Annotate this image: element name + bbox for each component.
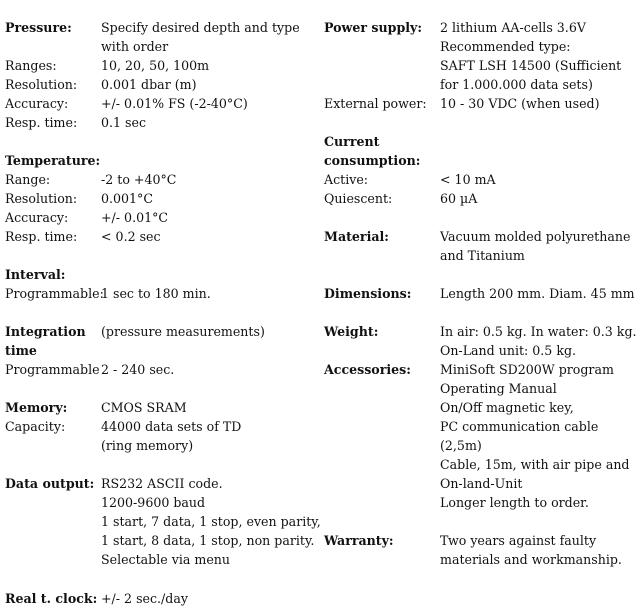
spec-value: 44000 data sets of TD xyxy=(101,419,242,434)
integration-header-row xyxy=(5,322,265,341)
spec-row xyxy=(324,189,477,208)
spec-value: 0.001 dbar (m) xyxy=(101,77,197,92)
spec-value: Selectable via menu xyxy=(101,552,230,567)
spec-value: RS232 ASCII code. xyxy=(101,476,223,491)
accessories-row xyxy=(324,360,614,379)
accessories-row xyxy=(324,398,574,417)
spec-label: Resp. time: xyxy=(5,115,78,130)
data-output-title: Data output: xyxy=(5,476,95,491)
integration-desc: (pressure measurements) xyxy=(101,324,265,339)
spec-value: In air: 0.5 kg. In water: 0.3 kg. xyxy=(440,324,637,339)
spec-value: materials and workmanship. xyxy=(440,552,622,567)
spec-value: Vacuum molded polyurethane xyxy=(440,229,631,244)
spec-value: MiniSoft SD200W program xyxy=(440,362,614,377)
data-output-row xyxy=(5,493,205,512)
spec-value: +/- 2 sec./day xyxy=(101,591,188,606)
dimensions-title: Dimensions: xyxy=(324,286,412,301)
material-row xyxy=(324,227,630,246)
spec-value: 2 lithium AA-cells 3.6V xyxy=(440,20,586,35)
spec-value: 10, 20, 50, 100m xyxy=(101,58,210,73)
spec-label: Range: xyxy=(5,172,51,187)
integration-row xyxy=(5,360,174,379)
spec-row xyxy=(5,170,176,189)
warranty-row xyxy=(324,531,596,550)
accessories-row xyxy=(324,493,589,512)
pressure-desc: Specify desired depth and type xyxy=(101,20,300,35)
accessories-row xyxy=(324,474,522,493)
weight-row xyxy=(324,322,637,341)
power-supply-row xyxy=(324,75,593,94)
spec-label: Resp. time: xyxy=(5,229,78,244)
spec-label: Active: xyxy=(324,172,369,187)
warranty-title: Warranty: xyxy=(324,533,394,548)
accessories-row xyxy=(324,436,482,455)
spec-value: On-Land unit: 0.5 kg. xyxy=(440,343,577,358)
spec-label: Quiescent: xyxy=(324,191,393,206)
interval-header-row xyxy=(5,265,101,284)
data-output-row xyxy=(5,474,223,493)
spec-label: External power: xyxy=(324,96,427,111)
pressure-desc-2: with order xyxy=(101,39,169,54)
spec-row xyxy=(5,208,168,227)
spec-value: On-land-Unit xyxy=(440,476,523,491)
pressure-header-row xyxy=(5,18,300,37)
interval-title: Interval: xyxy=(5,267,66,282)
spec-value: Length 200 mm. Diam. 45 mm xyxy=(440,286,635,301)
power-supply-row xyxy=(324,18,586,37)
spec-label: Capacity: xyxy=(5,419,66,434)
clock-row xyxy=(5,589,188,608)
material-row xyxy=(324,246,525,265)
spec-row xyxy=(324,170,496,189)
memory-capacity-row xyxy=(5,417,241,436)
spec-label: Programmable: xyxy=(5,286,104,301)
power-supply-row xyxy=(324,37,571,56)
spec-row xyxy=(5,56,209,75)
spec-value: +/- 0.01°C xyxy=(101,210,169,225)
spec-label: Accuracy: xyxy=(5,96,69,111)
spec-value: and Titanium xyxy=(440,248,525,263)
accessories-row xyxy=(324,417,598,436)
data-output-row xyxy=(5,512,321,531)
pressure-desc-row xyxy=(5,37,168,56)
memory-title: Memory: xyxy=(5,400,68,415)
memory-header-row xyxy=(5,398,187,417)
temperature-title: Temperature: xyxy=(5,153,101,168)
spec-value: 1 start, 7 data, 1 stop, even parity, xyxy=(101,514,321,529)
accessories-row xyxy=(324,455,630,474)
material-title: Material: xyxy=(324,229,389,244)
current-header-row xyxy=(324,132,440,151)
spec-value: (2,5m) xyxy=(440,438,482,453)
spec-value: Recommended type: xyxy=(440,39,571,54)
accessories-row xyxy=(324,379,557,398)
dimensions-row xyxy=(324,284,635,303)
spec-value: for 1.000.000 data sets) xyxy=(440,77,593,92)
spec-value: Operating Manual xyxy=(440,381,557,396)
spec-label: Programmable xyxy=(5,362,100,377)
current-title: Current xyxy=(324,134,380,149)
memory-type: CMOS SRAM xyxy=(101,400,187,415)
power-supply-row xyxy=(324,56,621,75)
data-output-row xyxy=(5,550,230,569)
spec-row xyxy=(5,94,248,113)
spec-value: 60 µA xyxy=(440,191,478,206)
spec-value: Longer length to order. xyxy=(440,495,589,510)
spec-label: Ranges: xyxy=(5,58,57,73)
spec-value: +/- 0.01% FS (-2-40°C) xyxy=(101,96,248,111)
spec-value: PC communication cable xyxy=(440,419,599,434)
spec-value: 0.1 sec xyxy=(101,115,147,130)
spec-value: < 0.2 sec xyxy=(101,229,161,244)
spec-label: Accuracy: xyxy=(5,210,69,225)
spec-value: -2 to +40°C xyxy=(101,172,177,187)
spec-label: Resolution: xyxy=(5,77,78,92)
temperature-header-row xyxy=(5,151,101,170)
current-title-2: consumption: xyxy=(324,153,421,168)
power-supply-title: Power supply: xyxy=(324,20,423,35)
spec-value: Two years against faulty xyxy=(440,533,597,548)
spec-value: On/Off magnetic key, xyxy=(440,400,574,415)
spec-row xyxy=(5,75,196,94)
spec-label: Resolution: xyxy=(5,191,78,206)
warranty-row xyxy=(324,550,622,569)
pressure-title: Pressure: xyxy=(5,20,72,35)
spec-value: 2 - 240 sec. xyxy=(101,362,175,377)
spec-value: < 10 mA xyxy=(440,172,496,187)
spec-value: SAFT LSH 14500 (Sufficient xyxy=(440,58,622,73)
spec-value: 10 - 30 VDC (when used) xyxy=(440,96,600,111)
spec-value: Cable, 15m, with air pipe and xyxy=(440,457,630,472)
weight-title: Weight: xyxy=(324,324,379,339)
accessories-title: Accessories: xyxy=(324,362,411,377)
spec-row xyxy=(5,113,146,132)
integration-title-2: time xyxy=(5,343,37,358)
integration-header-row-2 xyxy=(5,341,101,360)
spec-row xyxy=(5,189,153,208)
spec-value: 1 sec to 180 min. xyxy=(101,286,211,301)
spec-row xyxy=(5,227,161,246)
memory-capacity-row-2 xyxy=(5,436,193,455)
spec-value: (ring memory) xyxy=(101,438,194,453)
current-header-row-2 xyxy=(324,151,440,170)
spec-value: 0.001°C xyxy=(101,191,153,206)
data-output-row xyxy=(5,531,314,550)
external-power-row xyxy=(324,94,600,113)
clock-title: Real t. clock: xyxy=(5,591,98,606)
weight-row xyxy=(324,341,576,360)
spec-value: 1200-9600 baud xyxy=(101,495,206,510)
integration-title: Integration xyxy=(5,324,86,339)
interval-row xyxy=(5,284,211,303)
spec-value: 1 start, 8 data, 1 stop, non parity. xyxy=(101,533,315,548)
